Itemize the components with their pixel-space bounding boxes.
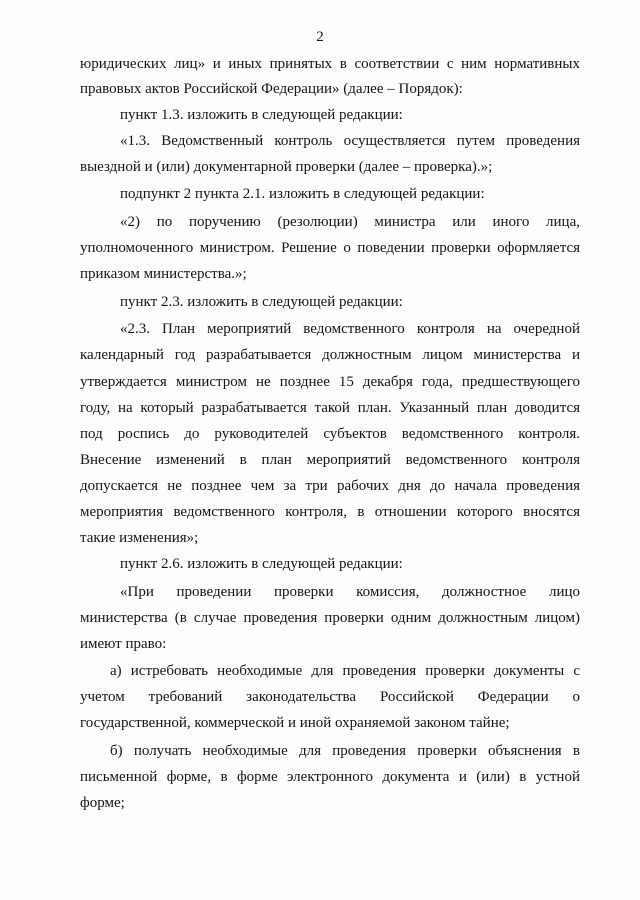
text-line: форме; xyxy=(80,795,125,811)
text-line: пункт 2.6. изложить в следующей редакции: xyxy=(120,556,403,572)
page-number: 2 xyxy=(316,29,324,45)
text-line: правовых актов Российской Федерации» (далее – Порядок): xyxy=(80,81,463,97)
scan-artifact xyxy=(10,6,28,16)
text-line: а) истребовать необходимые для проведения проверки документы с xyxy=(110,663,580,679)
text-line: б) получать необходимые для проведения проверки объяснения в xyxy=(110,743,580,759)
text-line: году, на который разрабатывается такой план. Указанный план доводится xyxy=(80,400,580,416)
text-line: допускается не позднее чем за три рабочих дня до начала проведения xyxy=(80,478,580,494)
text-line: утверждается министром не позднее 15 декабря года, предшествующего xyxy=(80,374,580,390)
text-line: Внесение изменений в план мероприятий ведомственного контроля xyxy=(80,452,580,468)
text-line: «При проведении проверки комиссия, должностное лицо xyxy=(120,584,580,600)
text-line: пункт 1.3. изложить в следующей редакции: xyxy=(120,107,403,123)
text-line: письменной форме, в форме электронного документа и (или) в устной xyxy=(80,769,580,785)
text-line: такие изменения»; xyxy=(80,530,199,546)
text-line: юридических лиц» и иных принятых в соответствии с ним нормативных xyxy=(80,56,580,72)
text-line: уполномоченного министром. Решение о поведении проверки оформляется xyxy=(80,240,580,256)
text-line: государственной, коммерческой и иной охраняемой законом тайне; xyxy=(80,715,510,731)
text-line: «2) по поручению (резолюции) министра или иного лица, xyxy=(120,214,580,230)
text-line: учетом требований законодательства Российской Федерации о xyxy=(80,689,580,705)
text-line: «2.3. План мероприятий ведомственного контроля на очередной xyxy=(120,321,580,337)
text-line: выездной и (или) документарной проверки (далее – проверка).»; xyxy=(80,159,493,175)
text-line: мероприятия ведомственного контроля, в отношении которого вносятся xyxy=(80,504,580,520)
text-line: подпункт 2 пункта 2.1. изложить в следующей редакции: xyxy=(120,186,485,202)
text-line: календарный год разрабатывается должностным лицом министерства и xyxy=(80,347,580,363)
text-line: имеют право: xyxy=(80,636,167,652)
text-line: «1.3. Ведомственный контроль осуществляется путем проведения xyxy=(120,133,580,149)
text-line: под роспись до руководителей субъектов ведомственного контроля. xyxy=(80,426,580,442)
text-line: пункт 2.3. изложить в следующей редакции: xyxy=(120,294,403,310)
text-line: министерства (в случае проведения проверки одним должностным лицом) xyxy=(80,610,580,626)
text-line: приказом министерства.»; xyxy=(80,266,247,282)
